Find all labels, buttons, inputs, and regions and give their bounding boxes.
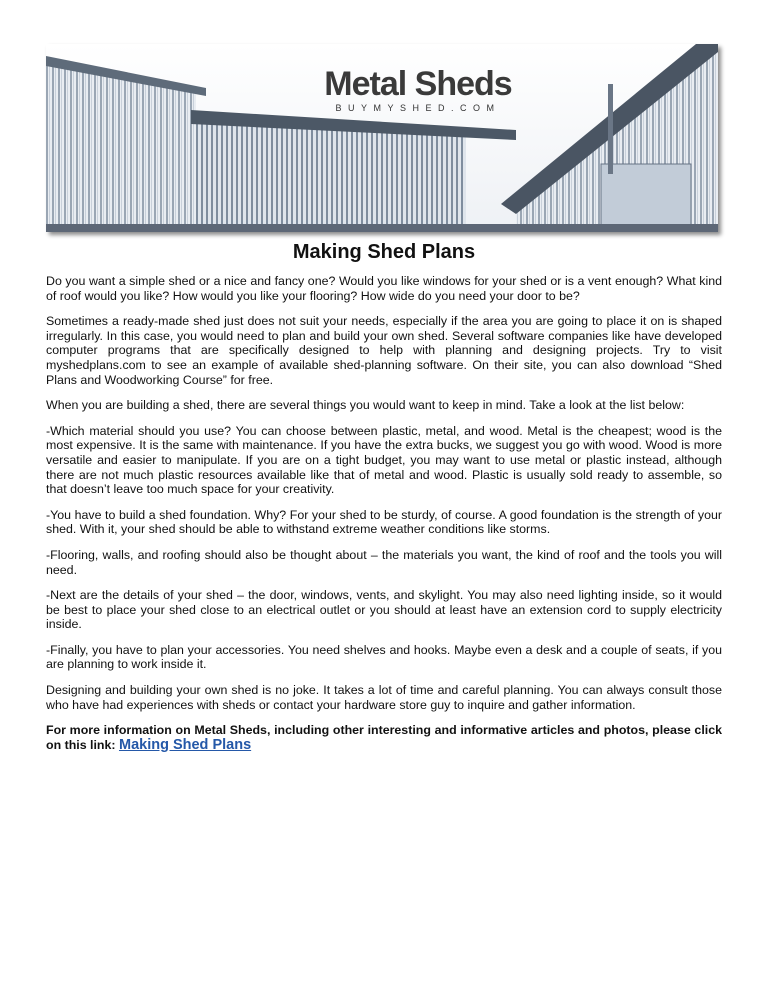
cta-text: For more information on Metal Sheds, including other interesting and informative articles and photos, please click on this link:	[46, 723, 722, 752]
paragraph: Do you want a simple shed or a nice and fancy one? Would you like windows for your shed or is a vent enough? What kind of roof would you like? How would you like your flooring? How wide do you need your door to be?	[46, 274, 722, 303]
site-logo[interactable]	[318, 66, 518, 113]
paragraph: When you are building a shed, there are several things you would want to keep in mind. Take a look at the list below:	[46, 398, 685, 413]
article-body	[46, 240, 722, 763]
making-shed-plans-link[interactable]: Making Shed Plans	[118, 736, 252, 753]
logo-subtitle: BUYMYSHED.COM	[335, 103, 501, 113]
paragraph: -Which material should you use? You can choose between plastic, metal, and wood. Metal is the cheapest; wood is the most expensive. It is the same with maintenance. If you have the extra bucks, we suggest you go with wood. Wood is more versatile and easier to manipulate. If you are on a tight budget, you may want to use metal or plastic instead, although there are not much plastic resources available like that of metal and wood. Plastic is usually sold ready to assemble, so that doesn’t leave too much space for your creativity.	[46, 423, 722, 497]
paragraph: Sometimes a ready-made shed just does not suit your needs, especially if the area you are going to place it on is shaped irregularly. In this case, you would need to plan and build your own shed. Several software companies like have developed computer programs that are specifically designed to help with planning and designing projects. Try to visit myshedplans.com to see an example of available shed-planning software. On their site, you can also download “Shed Plans and Woodworking Course” for free.	[46, 314, 722, 387]
header-banner	[46, 44, 718, 232]
paragraph: -You have to build a shed foundation. Why? For your shed to be sturdy, of course. A good foundation is the strength of your shed. With it, your shed should be able to withstand extreme weather conditions like storms.	[46, 507, 722, 537]
call-to-action	[46, 723, 722, 752]
article-title: Making Shed Plans	[292, 241, 476, 263]
paragraph: -Next are the details of your shed – the door, windows, vents, and skylight. You may also need lighting inside, so it would be best to place your shed close to an electrical outlet or you should at least have an extension cord to supply electricity inside.	[46, 588, 722, 632]
logo-title: Metal Sheds	[324, 65, 512, 103]
paragraph: -Finally, you have to plan your accessories. You need shelves and hooks. Maybe even a desk and a couple of seats, if you are planning to work inside it.	[46, 642, 722, 672]
paragraph: Designing and building your own shed is no joke. It takes a lot of time and careful planning. You can always consult those who have had experiences with sheds or contact your hardware store guy to inquire and gather information.	[46, 683, 722, 712]
paragraph: -Flooring, walls, and roofing should also be thought about – the materials you want, the kind of roof and the tools you will need.	[46, 547, 722, 577]
